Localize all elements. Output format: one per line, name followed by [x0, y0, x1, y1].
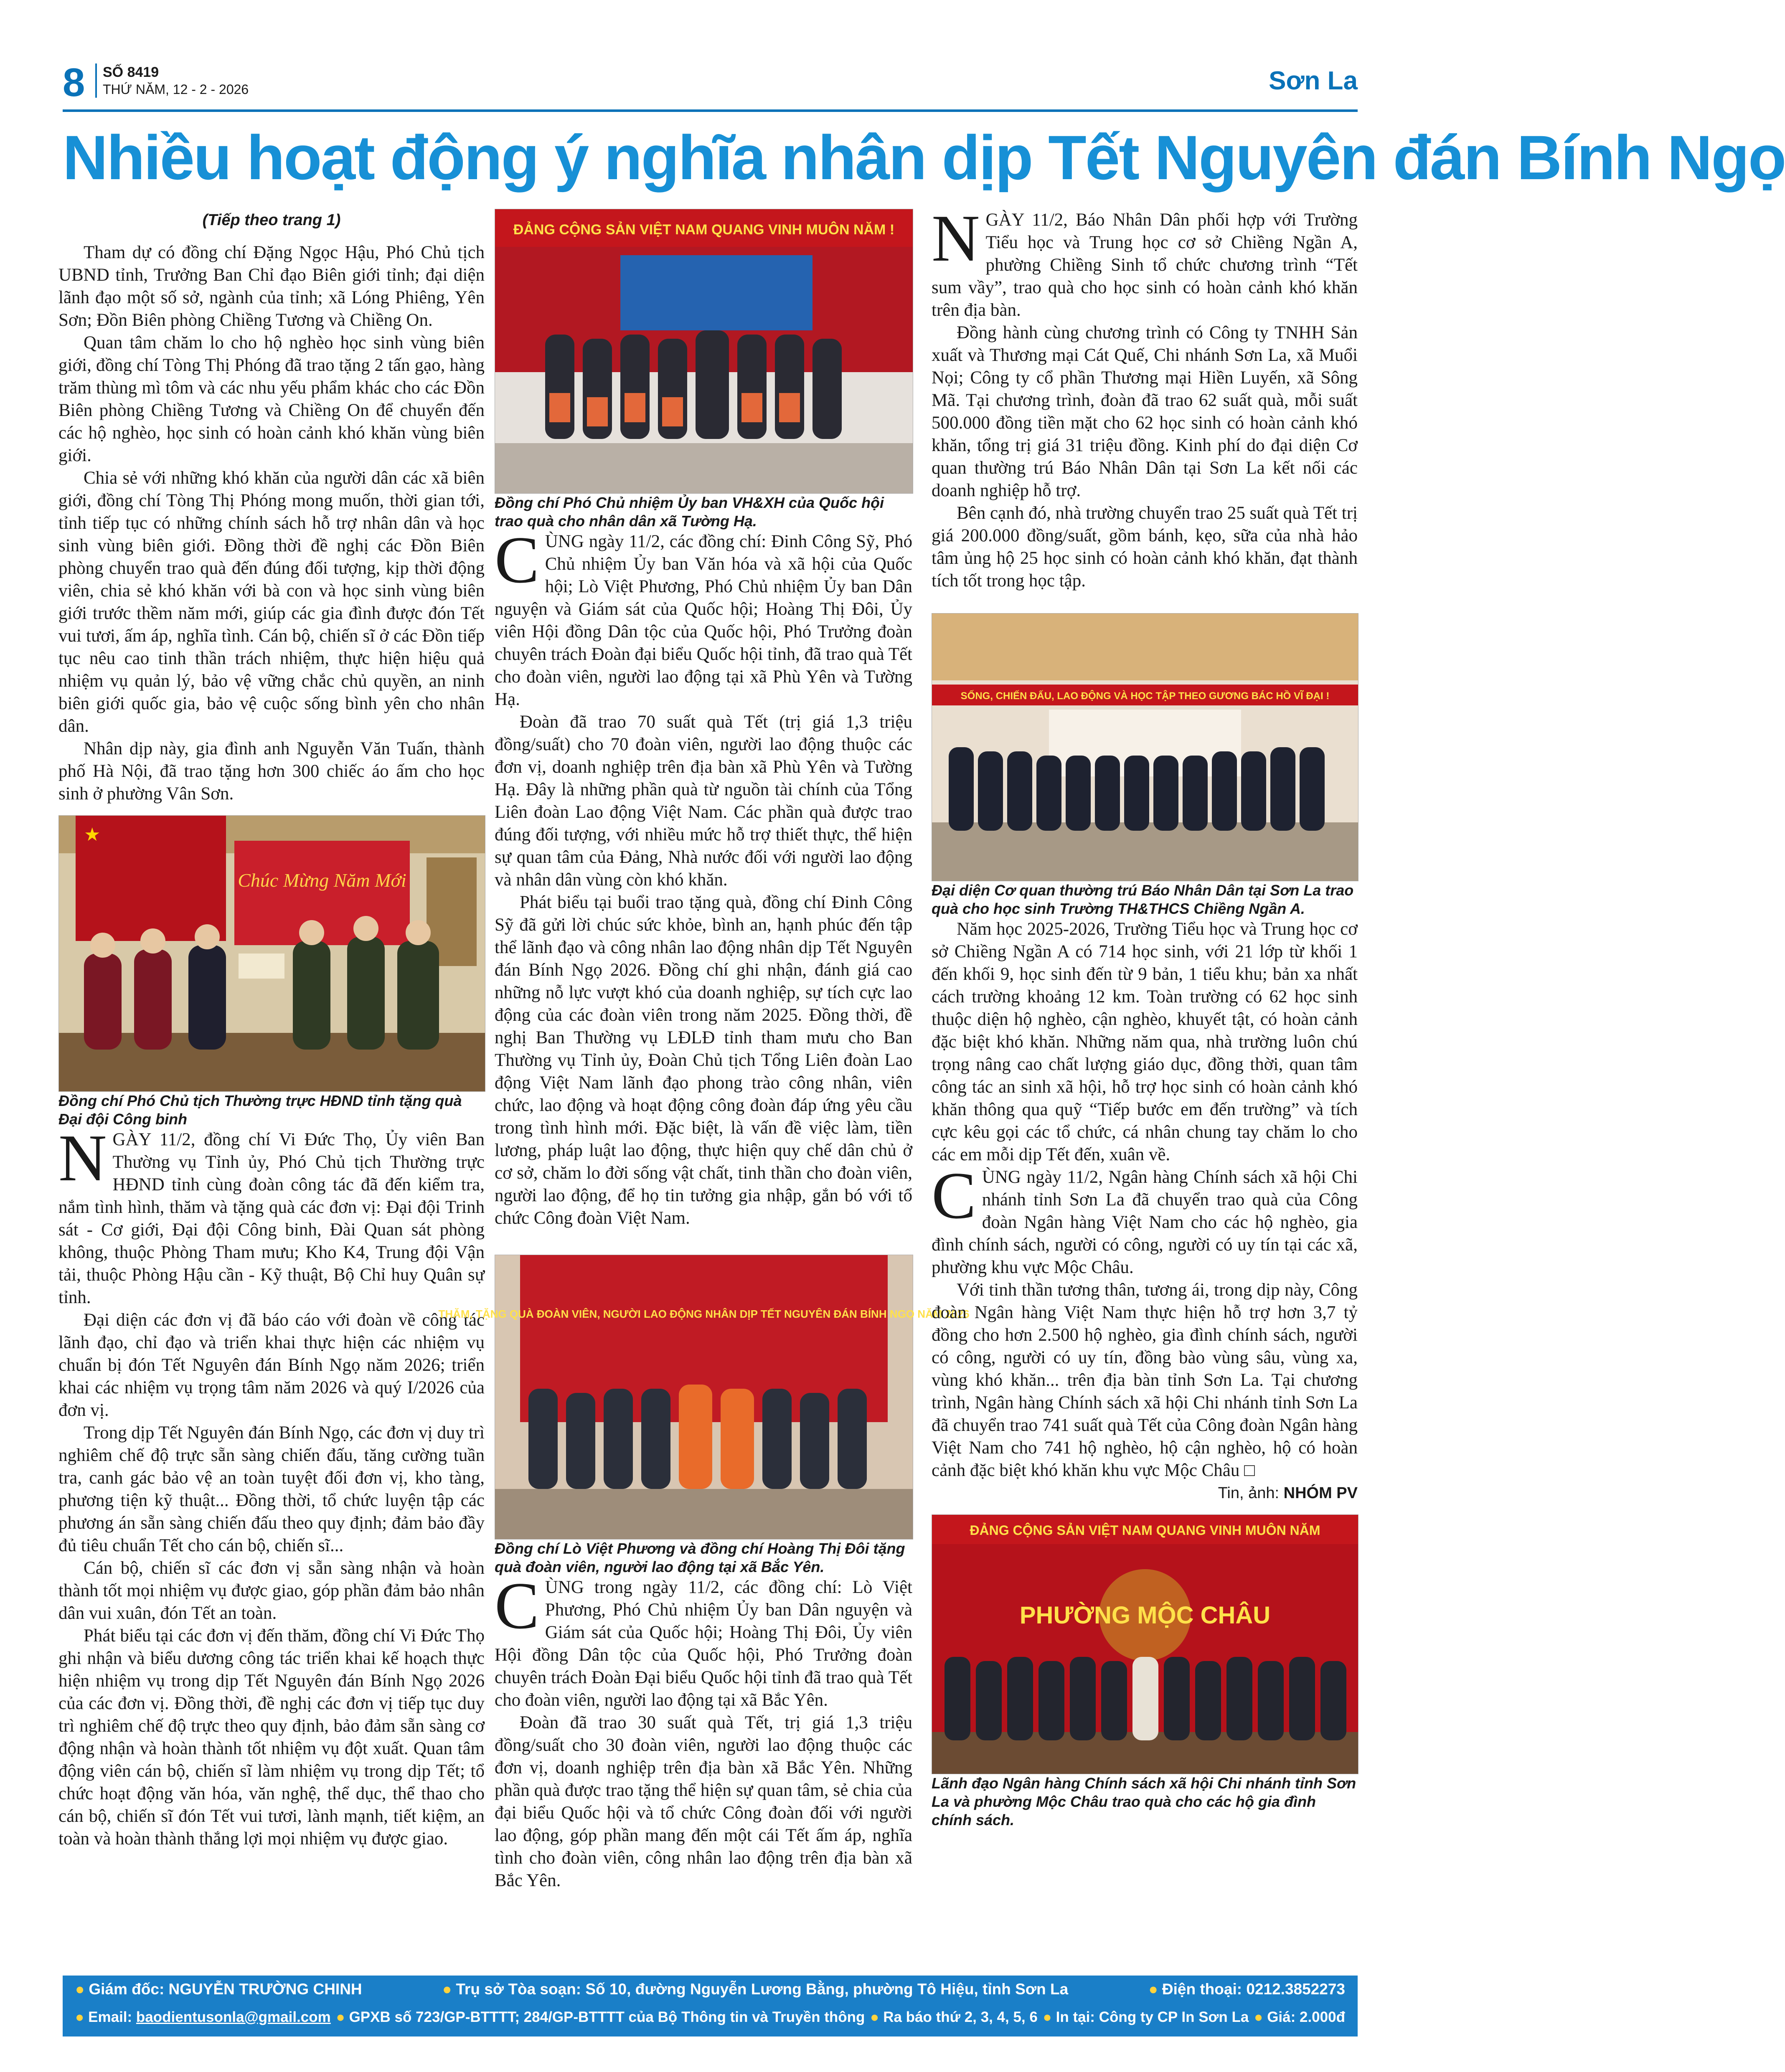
photo-caption: Đại diện Cơ quan thường trú Báo Nhân Dân tại Sơn La trao quà cho học sinh Trường TH&THCS Chiềng Ngần A.: [932, 882, 1354, 917]
column-1: [58, 209, 485, 1850]
photo-chieng-ngan-image: [932, 614, 1358, 881]
paragraph: Chia sẻ với những khó khăn của người dân các xã biên giới, đồng chí Tòng Thị Phóng mong muốn, thời gian tới, tỉnh tiếp tục có những chính sách hỗ trợ nhân dân và học sinh vùng biên giới. Đồng thời đề nghị các Đồn Biên phòng chuyển trao quà đến đúng đối tượng, kịp thời động viên, chia sẻ khó khăn với bà con và học sinh vùng biên giới trước thềm năm mới, giúp các gia đình được đón Tết vui tươi, ấm áp, nghĩa tình. Cán bộ, chiến sĩ ở các Đồn tiếp tục nêu cao tinh thần trách nhiệm, thực hiện hiệu quả nhiệm vụ quản lý, bảo vệ vững chắc chủ quyền, an ninh biên giới quốc gia, bảo vệ cuộc sống bình yên cho nhân dân.: [58, 468, 485, 736]
drop-cap: C: [495, 522, 539, 597]
paragraph: Phát biểu tại các đơn vị đến thăm, đồng chí Vi Đức Thọ ghi nhận và biểu dương công tác triển khai kế hoạch thực hiện nhiệm vụ trong dịp Tết Nguyên đán Bính Ngọ 2026 của các đơn vị. Đồng thời, đề nghị các đơn vị tiếp tục duy trì nghiêm chế độ trực theo quy định, bảo đảm sẵn sàng cơ động nhận và hoàn thành tốt nhiệm vụ đột xuất. Quan tâm động viên cán bộ, chiến sĩ làm nhiệm vụ trong dịp Tết; tổ chức hoạt động văn hóa, văn nghệ, thể dục, thể thao cho cán bộ, chiến sĩ đón Tết vui tươi, lành mạnh, tiết kiệm, an toàn và hoàn thành thắng lợi mọi nhiệm vụ được giao.: [58, 1626, 485, 1849]
drop-cap: C: [495, 1568, 539, 1643]
footer-price: ● Giá: 2.000đ: [1254, 2009, 1345, 2026]
photo-bac-yen: [438, 1255, 970, 1539]
page-headline: Nhiều hoạt động ý nghĩa nhân dịp Tết Nguyên đán Bính Ngọ: [63, 122, 1785, 193]
footer-schedule: ● Ra báo thứ 2, 3, 4, 5, 6: [870, 2009, 1038, 2026]
lead-text: ÙNG ngày 11/2, các đồng chí: Đinh Công Sỹ, Phó Chủ nhiệm Ủy ban Văn hóa và xã hội của Quốc hội; Lò Việt Phương, Phó Chủ nhiệm Ủy ban Dân nguyện và Giám sát của Quốc hội; Hoàng Thị Đôi, Ủy viên Hội đồng Dân tộc của Quốc hội, Phó Trưởng đoàn chuyên trách Đoàn đại biểu Quốc hội tỉnh, đã trao quà Tết cho đoàn viên, người lao động tại xã Phù Yên và Tường Hạ.: [495, 532, 912, 709]
photo-military-unit: [58, 815, 485, 1092]
lead-text: GÀY 11/2, đồng chí Vi Đức Thọ, Ủy viên Ban Thường vụ Tỉnh ủy, Phó Chủ tịch Thường trực HĐND tỉnh cùng đoàn công tác đã đến kiểm tra, nắm tình hình, thăm và tặng quà các đơn vị: Đại đội Trinh sát - Cơ giới, Đại đội Công binh, Đài Quan sát phòng không, thuộc Phòng Tham mưu; Kho K4, Trung đội Vận tải, thuộc Phòng Hậu cần - Kỹ thuật, Bộ Chỉ huy Quân sự tỉnh.: [58, 1130, 485, 1307]
svg-text:★: ★: [84, 824, 101, 845]
photo-tuong-ha: [495, 209, 913, 494]
section-name: Sơn La: [1269, 66, 1358, 95]
paragraph: Nhân dịp này, gia đình anh Nguyễn Văn Tuấn, thành phố Hà Nội, đã trao tặng hơn 300 chiếc áo ấm cho học sinh ở phường Vân Sơn.: [58, 739, 485, 804]
paragraph: Tham dự có đồng chí Đặng Ngọc Hậu, Phó Chủ tịch UBND tỉnh, Trưởng Ban Chỉ đạo Biên giới tỉnh; đại diện lãnh đạo một số sở, ngành của tỉnh; xã Lóng Phiêng, Yên Sơn; Đồn Biên phòng Chiềng Tương và Chiềng On.: [58, 243, 485, 330]
photo-chieng-ngan: [932, 613, 1358, 881]
paragraph: Đồng hành cùng chương trình có Công ty TNHH Sản xuất và Thương mại Cát Quế, Chi nhánh Sơn La, xã Muổi Nọi; Công ty cổ phần Thương mại Hiền Luyến, xã Sông Mã. Tại chương trình, đoàn đã trao 62 suất quà, mỗi suất 500.000 đồng tiền mặt cho 62 học sinh có hoàn cảnh khó khăn, tổng trị giá 31 triệu đồng. Kinh phí do đại diện Cơ quan thường trú Báo Nhân Dân tại Sơn La kết nối các doanh nghiệp hỗ trợ.: [932, 323, 1358, 500]
photo-banner-text: THĂM, TẶNG QUÀ ĐOÀN VIÊN, NGƯỜI LAO ĐỘNG NHÂN DỊP TẾT NGUYÊN ĐÁN BÍNH NGỌ NĂM 2026: [438, 1308, 970, 1320]
paragraph: Năm học 2025-2026, Trường Tiểu học và Trung học cơ sở Chiềng Ngần A có 714 học sinh, với 21 lớp từ khối 1 đến khối 9, học sinh đến từ 9 bản, 1 tiểu khu; bản xa nhất cách trường khoảng 12 km. Toàn trường có 62 học sinh thuộc diện hộ nghèo, cận nghèo, khuyết tật, có hoàn cảnh đặc biệt khó khăn. Những năm qua, nhà trường luôn chú trọng nâng cao chất lượng giáo dục, đồng thời, quan tâm công tác an sinh xã hội, hỗ trợ học sinh có hoàn cảnh khó khăn thông qua quỹ “Tiếp bước em đến trường” và tích cực kêu gọi các tổ chức, cá nhân chung tay chăm lo cho các em mỗi dịp Tết đến, xuân về.: [932, 919, 1358, 1164]
paragraph: Bên cạnh đó, nhà trường chuyển trao 25 suất quà Tết trị giá 200.000 đồng/suất, gồm bánh, kẹo, sữa của nhà hảo tâm ủng hộ 25 học sinh có hoàn cảnh khó khăn, đạt thành tích tốt trong học tập.: [932, 503, 1358, 591]
footer-director: ● Giám đốc: NGUYỄN TRƯỜNG CHINH: [75, 1981, 362, 1998]
photo-caption: Lãnh đạo Ngân hàng Chính sách xã hội Chi nhánh tỉnh Sơn La và phường Mộc Châu trao quà cho các hộ gia đình chính sách.: [932, 1775, 1356, 1829]
paragraph: Phát biểu tại buổi trao tặng quà, đồng chí Đinh Công Sỹ đã gửi lời chúc sức khỏe, bình an, hạnh phúc đến tập thể lãnh đạo và công nhân lao động nhân dịp Tết Nguyên đán Bính Ngọ 2026. Đồng chí ghi nhận, đánh giá cao những nỗ lực vượt khó của doanh nghiệp, sự tích cực lao động của các đoàn viên trong năm 2025. Đồng thời, đề nghị Ban Thường vụ LĐLĐ tỉnh tham mưu cho Ban Thường vụ Tỉnh ủy, Đoàn Chủ tịch Tổng Liên đoàn Lao động Việt Nam lãnh đạo phong trào công nhân, viên chức, lao động và hoạt động công đoàn đáp ứng yêu cầu trong tình hình mới. Đặc biệt, là vấn đề việc làm, tiền lương, pháp luật lao động, thực hiện quy chế dân chủ ở cơ sở, chăm lo đời sống vật chất, tinh thần cho đoàn viên, người lao động, để họ tin tưởng gia nhập, gắn bó với tổ chức Công đoàn Việt Nam.: [495, 893, 912, 1228]
column-3: [932, 201, 1358, 1829]
page-number: 8: [63, 60, 85, 105]
footer-license: ● GPXB số 723/GP-BTTTT; 284/GP-BTTTT của Bộ Thông tin và Truyền thông: [336, 2009, 865, 2026]
paragraph: Quan tâm chăm lo cho hộ nghèo học sinh vùng biên giới, đồng chí Tòng Thị Phóng đã trao tặng 2 tấn gạo, hàng trăm thùng mì tôm và các nhu yếu phẩm khác cho các Đồn Biên phòng Chiềng Tương và Chiềng On để chuyển đến các hộ nghèo, học sinh có hoàn cảnh khó khăn vùng biên giới.: [58, 333, 485, 465]
column-2: [438, 209, 970, 1892]
paragraph: Đại diện các đơn vị đã báo cáo với đoàn về công tác lãnh đạo, chỉ đạo và triển khai thực hiện các nhiệm vụ chuẩn bị đón Tết Nguyên đán Bính Ngọ năm 2026; triển khai các nhiệm vụ trọng tâm năm 2026 và quý I/2026 của đơn vị.: [58, 1310, 485, 1420]
photo-military-unit-image: [59, 816, 485, 1091]
masthead: [63, 62, 1358, 108]
footer: [63, 1976, 1358, 2036]
paragraph: Đoàn đã trao 30 suất quà Tết, trị giá 1,3 triệu đồng/suất cho 30 đoàn viên, người lao động thuộc các đơn vị, doanh nghiệp trên địa bàn xã Bắc Yên. Những phần quà được trao tặng thể hiện sự quan tâm, sẻ chia của đại biểu Quốc hội và tổ chức Công đoàn đối với người lao động, góp phần mang đến một cái Tết ấm áp, nghĩa tình cho đoàn viên, công nhân lao động trên địa bàn xã Bắc Yên.: [495, 1713, 912, 1890]
footer-phone: ● Điện thoại: 0212.3852273: [1149, 1981, 1345, 1998]
photo-banner-text: Chúc Mừng Năm Mới: [238, 870, 406, 891]
drop-cap: N: [932, 201, 980, 275]
lead-paragraph: [495, 1568, 912, 1712]
photo-sign-text: PHƯỜNG MỘC CHÂU: [1019, 1602, 1271, 1629]
paragraph-text: Với tinh thần tương thân, tương ái, trong dịp này, Công đoàn Ngân hàng Việt Nam thực hiện hỗ trợ hơn 3,7 tỷ đồng cho hơn 2.500 hộ nghèo, gia đình chính sách, người có công, người có uy tín, đồng bào vùng sâu, vùng xa, vùng khó khăn... trên địa bàn tỉnh Sơn La. Tại chương trình, Ngân hàng Chính sách xã hội Chi nhánh tỉnh Sơn La đã chuyển trao 741 suất quà Tết của Công đoàn Ngân hàng Việt Nam cho 741 hộ nghèo, hộ cận nghèo, hộ có hoàn cảnh đặc biệt khó khăn khu vực Mộc Châu: [932, 1280, 1358, 1480]
photo-moc-chau: [932, 1514, 1358, 1774]
footer-email-link[interactable]: baodientusonla@gmail.com: [136, 2009, 331, 2025]
paragraph: Cán bộ, chiến sĩ các đơn vị sẵn sàng nhận và hoàn thành tốt mọi nhiệm vụ được giao, góp phần đảm bảo nhân dân vui xuân, đón Tết an toàn.: [58, 1558, 485, 1623]
paragraph: [932, 1279, 1358, 1482]
masthead-divider: [63, 109, 1358, 112]
issue-number: SỐ 8419: [103, 64, 159, 80]
photo-caption: Đồng chí Lò Việt Phương và đồng chí Hoàng Thị Đôi tặng quà đoàn viên, người lao động tại xã Bắc Yên.: [495, 1540, 905, 1575]
footer-row-1: [75, 1981, 1345, 1998]
paragraph: Đoàn đã trao 70 suất quà Tết (trị giá 1,3 triệu đồng/suất) cho 70 đoàn viên, người lao động thuộc các đơn vị, doanh nghiệp trên địa bàn xã Phù Yên và Tường Hạ. Đây là những phần quà từ nguồn tài chính của Tổng Liên đoàn Lao động Việt Nam. Các phần quà được trao đúng đối tượng, với nhiều mức hỗ trợ thiết thực, thể hiện sự quan tâm của Đảng, Nhà nước đối với người lao động và nhân dân vùng còn khó khăn.: [495, 712, 912, 890]
photo-caption: Đồng chí Phó Chủ nhiệm Ủy ban VH&XH của Quốc hội trao quà cho nhân dân xã Tường Hạ.: [495, 494, 884, 530]
footer-office: ● Trụ sở Tòa soạn: Số 10, đường Nguyễn Lương Bằng, phường Tô Hiệu, tỉnh Sơn La: [442, 1981, 1068, 1998]
lead-paragraph: [495, 522, 912, 711]
signoff-author: NHÓM PV: [1283, 1484, 1358, 1502]
paragraph: Trong dịp Tết Nguyên đán Bính Ngọ, các đơn vị duy trì nghiêm chế độ trực sẵn sàng chiến đấu, tăng cường tuần tra, canh gác bảo vệ an toàn tuyệt đối đơn vị, kho tàng, phương tiện kỹ thuật... Đồng thời, tổ chức luyện tập các phương án sẵn sàng chiến đấu theo quy định; đảm bảo đầy đủ tiêu chuẩn Tết cho cán bộ, chiến sĩ...: [58, 1423, 485, 1555]
photo-banner-text: SỐNG, CHIẾN ĐẤU, LAO ĐỘNG VÀ HỌC TẬP THEO GƯƠNG BÁC HỒ VĨ ĐẠI !: [960, 690, 1330, 702]
lead-paragraph: [932, 201, 1358, 322]
photo-caption: Đồng chí Phó Chủ tịch Thường trực HĐND tỉnh tặng quà Đại đội Công binh: [58, 1092, 462, 1128]
continued-note: (Tiếp theo trang 1): [202, 211, 341, 229]
photo-bac-yen-image: [438, 1255, 970, 1539]
drop-cap: C: [932, 1158, 976, 1233]
lead-text: ÙNG ngày 11/2, Ngân hàng Chính sách xã hội Chi nhánh tỉnh Sơn La đã chuyển trao quà của Công đoàn Ngân hàng Việt Nam cho các hộ nghèo, gia đình chính sách, người có công, người có uy tín tại các xã, phường khu vực Mộc Châu.: [932, 1167, 1358, 1277]
lead-paragraph: [932, 1158, 1358, 1279]
signoff: [932, 1482, 1358, 1504]
lead-paragraph: [58, 1121, 485, 1309]
issue-date: THỨ NĂM, 12 - 2 - 2026: [103, 82, 249, 97]
photo-banner-text: ĐẢNG CỘNG SẢN VIỆT NAM QUANG VINH MUÔN NĂM !: [513, 222, 895, 238]
lead-text: ÙNG trong ngày 11/2, các đồng chí: Lò Việt Phương, Phó Chủ nhiệm Ủy ban Dân nguyện và Giám sát của Quốc hội; Hoàng Thị Đôi, Ủy viên Hội đồng Dân tộc của Quốc hội, Phó Trưởng đoàn chuyên trách Đoàn Đại biểu Quốc hội tỉnh đã trao quà Tết cho đoàn viên, người lao động tại xã Bắc Yên.: [495, 1577, 912, 1710]
end-mark-icon: □: [1244, 1461, 1255, 1480]
footer-email-label: Email:: [88, 2009, 132, 2025]
drop-cap: N: [58, 1121, 107, 1195]
issue-info: [95, 63, 249, 98]
photo-banner-text: ĐẢNG CỘNG SẢN VIỆT NAM QUANG VINH MUÔN NĂM: [970, 1523, 1320, 1538]
footer-row-2: [75, 2009, 1345, 2026]
photo-tuong-ha-image: [495, 209, 913, 493]
footer-printer: ● In tại: Công ty CP In Sơn La: [1043, 2009, 1249, 2026]
photo-moc-chau-image: [932, 1515, 1358, 1774]
footer-email: [75, 2009, 331, 2026]
lead-text: GÀY 11/2, Báo Nhân Dân phối hợp với Trường Tiểu học và Trung học cơ sở Chiềng Ngần A, phường Chiềng Sinh tổ chức chương trình “Tết sum vầy”, trao quà cho học sinh có hoàn cảnh khó khăn trên địa bàn.: [932, 210, 1358, 320]
signoff-label: Tin, ảnh:: [1218, 1484, 1280, 1502]
